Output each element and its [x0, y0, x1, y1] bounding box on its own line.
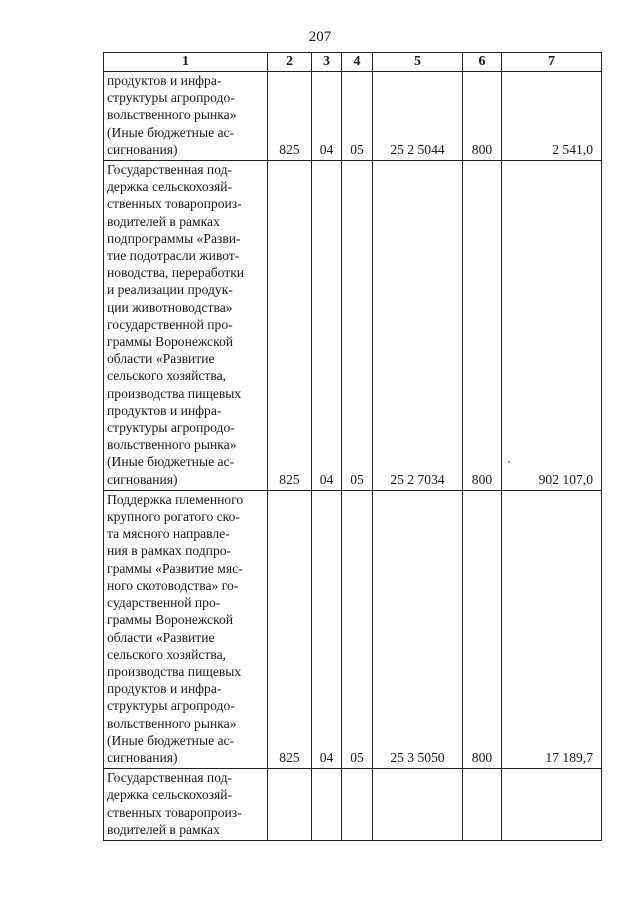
target-article-code: 25 2 7034 — [373, 161, 463, 491]
column-header-7: 7 — [502, 53, 602, 72]
section-code: 04 — [312, 161, 342, 491]
row-description: продуктов и инфра- структуры агропродо- вольственного рынка» (Иные бюджетные ас- сигнования) — [104, 72, 268, 161]
column-header-4: 4 — [342, 53, 373, 72]
target-article-code — [373, 769, 463, 841]
expense-type-code: 800 — [463, 161, 502, 491]
amount — [502, 769, 602, 841]
amount: 17 189,7 — [502, 490, 602, 768]
expense-type-code: 800 — [463, 490, 502, 768]
header-row — [104, 53, 602, 72]
ministry-code — [268, 769, 312, 841]
column-header-6: 6 — [463, 53, 502, 72]
subsection-code: 05 — [342, 490, 373, 768]
table-row — [104, 490, 602, 768]
page-number: 207 — [308, 29, 332, 45]
row-description: Поддержка племенного крупного рогатого ско- та мясного направле- ния в рамках подпро- граммы «Развитие мяс- ного скотоводства» го- сударственной про- граммы Воронежской области «Развитие сельского хозяйства, производства пищевых продуктов и инфра- структуры агропродо- вольственного рынка» (Иные бюджетные ас- сигнования) — [104, 490, 268, 768]
ministry-code: 825 — [268, 161, 312, 491]
table-row — [104, 769, 602, 841]
expense-type-code — [463, 769, 502, 841]
column-header-5: 5 — [373, 53, 463, 72]
subsection-code: 05 — [342, 161, 373, 491]
ministry-code: 825 — [268, 490, 312, 768]
target-article-code: 25 3 5050 — [373, 490, 463, 768]
section-code: 04 — [312, 72, 342, 161]
target-article-code: 25 2 5044 — [373, 72, 463, 161]
table-row — [104, 161, 602, 491]
subsection-code: 05 — [342, 72, 373, 161]
amount: 902 107,0 — [502, 161, 602, 491]
column-header-2: 2 — [268, 53, 312, 72]
row-description: Государственная под- держка сельскохозяй- ственных товаропроиз- водителей в рамках подпрограммы «Разви- тие подотрасли живот- новодства, переработки и реализации продук- ции животноводства» государственной про- граммы Воронежской области «Развитие сельского хозяйства, производства пищевых продуктов и инфра- структуры агропродо- вольственного рынка» (Иные бюджетные ас- сигнования) — [104, 161, 268, 491]
table-row — [104, 72, 602, 161]
scan-speck — [508, 461, 510, 463]
ministry-code: 825 — [268, 72, 312, 161]
column-header-1: 1 — [104, 53, 268, 72]
row-description: Государственная под- держка сельскохозяй- ственных товаропроиз- водителей в рамках — [104, 769, 268, 841]
amount: 2 541,0 — [502, 72, 602, 161]
section-code: 04 — [312, 490, 342, 768]
section-code — [312, 769, 342, 841]
expense-type-code: 800 — [463, 72, 502, 161]
budget-table — [103, 52, 602, 841]
column-header-3: 3 — [312, 53, 342, 72]
subsection-code — [342, 769, 373, 841]
